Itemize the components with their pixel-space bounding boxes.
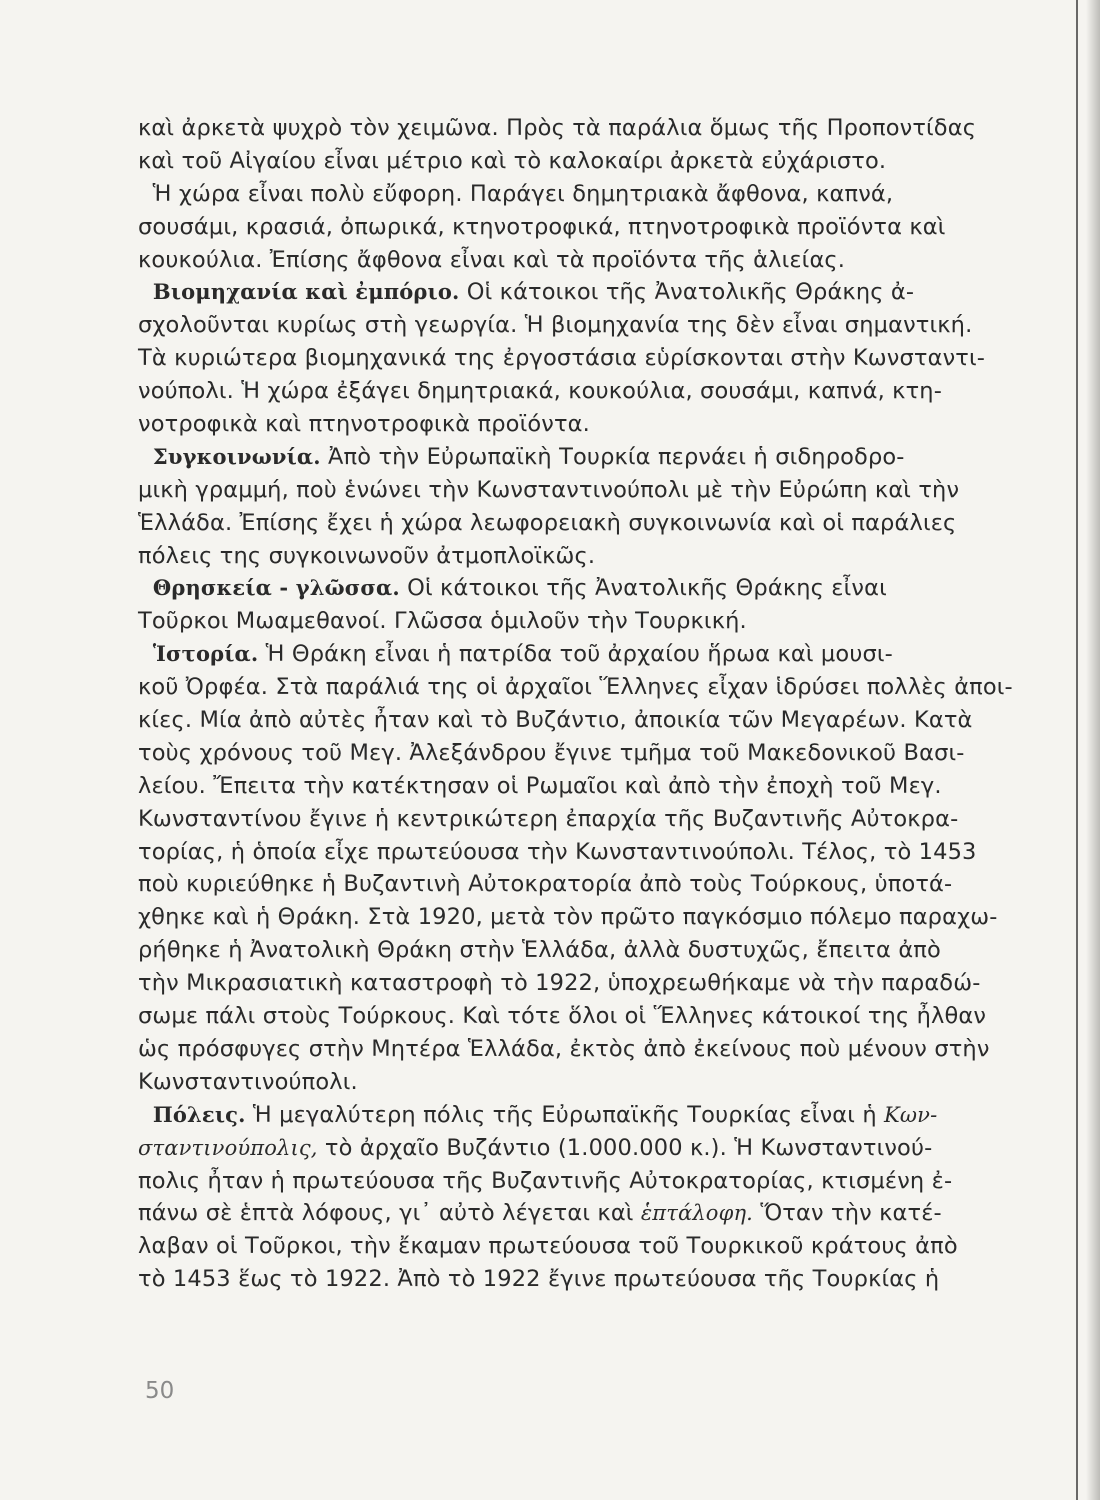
text-line [138, 408, 1038, 441]
text-run: Ἑλλάδα. Ἐπίσης ἔχει ἡ χώρα λεωφορειακὴ συγκοινωνία καὶ οἱ παράλιες [138, 509, 957, 536]
italic-term: ἑπτάλοφη. [640, 1201, 754, 1226]
text-line [138, 836, 1038, 869]
page-edge-line [1076, 0, 1078, 1500]
text-run: Οἱ κάτοικοι τῆς Ἀνατολικῆς Θράκης ἀ- [459, 279, 915, 306]
text-line [138, 112, 1038, 145]
text-line [138, 540, 1038, 573]
text-line [138, 934, 1038, 967]
text-line [138, 737, 1038, 770]
text-run: Ἀπὸ τὴν Εὐρωπαϊκὴ Τουρκία περνάει ἡ σιδηροδρο- [320, 443, 905, 470]
text-run: τορίας, ἡ ὁποία εἶχε πρωτεύουσα τὴν Κωνσταντινούπολι. Τέλος, τὸ 1453 [138, 838, 977, 865]
text-run: τὸ 1453 ἕως τὸ 1922. Ἀπὸ τὸ 1922 ἔγινε πρωτεύουσα τῆς Τουρκίας ἡ [138, 1266, 940, 1293]
text-run: τοὺς χρόνους τοῦ Μεγ. Ἀλεξάνδρου ἔγινε τμῆμα τοῦ Μακεδονικοῦ Βασι- [138, 739, 965, 766]
text-line [138, 1000, 1038, 1033]
text-run: Ὅταν τὴν κατέ- [753, 1200, 942, 1227]
text-line [138, 1132, 1038, 1165]
text-line [138, 375, 1038, 408]
text-line [138, 276, 1038, 309]
italic-term: σταντινούπολις, [138, 1135, 318, 1160]
text-run: πόλεις της συγκοινωνοῦν ἀτμοπλοϊκῶς. [138, 542, 596, 569]
text-line [138, 342, 1038, 375]
section-heading: Ἱστορία. [138, 641, 259, 667]
text-run: χθηκε καὶ ἡ Θράκη. Στὰ 1920, μετὰ τὸν πρῶτο παγκόσμιο πόλεμο παραχω- [138, 904, 998, 931]
text-line [138, 605, 1038, 638]
text-line [138, 1165, 1038, 1198]
text-run: Τοῦρκοι Μωαμεθανοί. Γλῶσσα ὁμιλοῦν τὴν Τουρκική. [138, 608, 747, 635]
text-line [138, 441, 1038, 474]
italic-term: Κων- [884, 1102, 938, 1127]
text-line [138, 1230, 1038, 1263]
text-run: ποὺ κυριεύθηκε ἡ Βυζαντινὴ Αὐτοκρατορία ἀπὸ τοὺς Τούρκους, ὑποτά- [138, 871, 953, 898]
text-run: λαβαν οἱ Τοῦρκοι, τὴν ἔκαμαν πρωτεύουσα τοῦ Τουρκικοῦ κράτους ἀπὸ [138, 1233, 958, 1260]
text-line [138, 1099, 1038, 1132]
text-run: καὶ ἀρκετὰ ψυχρὸ τὸν χειμῶνα. Πρὸς τὰ παράλια ὅμως τῆς Προποντίδας [138, 115, 977, 141]
text-line [138, 638, 1038, 671]
text-run: Ἡ Θράκη εἶναι ἡ πατρίδα τοῦ ἀρχαίου ἥρωα καὶ μουσι- [258, 641, 893, 668]
text-run: πολις ἦταν ἡ πρωτεύουσα τῆς Βυζαντινῆς Αὐτοκρατορίας, κτισμένη ἐ- [138, 1167, 953, 1194]
text-run: λείου. Ἔπειτα τὴν κατέκτησαν οἱ Ρωμαῖοι καὶ ἀπὸ τὴν ἐποχὴ τοῦ Μεγ. [138, 772, 942, 799]
text-run: κίες. Μία ἀπὸ αὐτὲς ἦταν καὶ τὸ Βυζάντιο, ἀποικία τῶν Μεγαρέων. Κατὰ [138, 707, 973, 734]
text-run: Οἱ κάτοικοι τῆς Ἀνατολικῆς Θράκης εἶναι [399, 575, 887, 602]
text-run: μικὴ γραμμή, ποὺ ἑνώνει τὴν Κωνσταντινούπολι μὲ τὴν Εὐρώπη καὶ τὴν [138, 476, 960, 503]
text-run: Ἡ μεγαλύτερη πόλις τῆς Εὐρωπαϊκῆς Τουρκίας εἶναι ἡ [245, 1101, 885, 1128]
text-line [138, 1066, 1038, 1099]
text-run: καὶ τοῦ Αἰγαίου εἶναι μέτριο καὶ τὸ καλοκαίρι ἀρκετὰ εὐχάριστο. [138, 147, 887, 174]
text-run: Κωνσταντίνου ἔγινε ἡ κεντρικώτερη ἐπαρχία τῆς Βυζαντινῆς Αὐτοκρα- [138, 805, 959, 832]
text-run: σχολοῦνται κυρίως στὴ γεωργία. Ἡ βιομηχανία της δὲν εἶναι σημαντική. [138, 312, 973, 339]
text-run: ρήθηκε ἡ Ἀνατολικὴ Θράκη στὴν Ἑλλάδα, ἀλλὰ δυστυχῶς, ἔπειτα ἀπὸ [138, 937, 941, 964]
page-number: 50 [145, 1378, 175, 1404]
text-run: Τὰ κυριώτερα βιομηχανικά της ἐργοστάσια εὑρίσκονται στὴν Κωνσταντι- [138, 345, 986, 372]
text-line [138, 967, 1038, 1000]
text-run: κουκούλια. Ἐπίσης ἄφθονα εἶναι καὶ τὰ προϊόντα τῆς ἁλιείας. [138, 246, 846, 273]
text-line [138, 671, 1038, 704]
text-run: σωμε πάλι στοὺς Τούρκους. Καὶ τότε ὅλοι οἱ Ἕλληνες κάτοικοί της ἦλθαν [138, 1003, 987, 1030]
text-line [138, 868, 1038, 901]
text-run: πάνω σὲ ἑπτὰ λόφους, γι᾽ αὐτὸ λέγεται καὶ [138, 1200, 641, 1227]
text-run: Ἡ χώρα εἶναι πολὺ εὔφορη. Παράγει δημητριακὰ ἄφθονα, καπνά, [138, 180, 894, 207]
text-run: κοῦ Ὀρφέα. Στὰ παράλιά της οἱ ἀρχαῖοι Ἕλληνες εἶχαν ἱδρύσει πολλὲς ἀποι- [138, 674, 1013, 701]
text-line [138, 770, 1038, 803]
text-run: τὸ ἀρχαῖο Βυζάντιο (1.000.000 κ.). Ἡ Κωνσταντινού- [317, 1134, 933, 1161]
text-run: νούπολι. Ἡ χώρα ἐξάγει δημητριακά, κουκούλια, σουσάμι, καπνά, κτη- [138, 378, 942, 405]
text-run: νοτροφικὰ καὶ πτηνοτροφικὰ προϊόντα. [138, 411, 590, 438]
text-line [138, 507, 1038, 540]
text-line [138, 1033, 1038, 1066]
text-line [138, 901, 1038, 934]
text-line [138, 309, 1038, 342]
text-run: τὴν Μικρασιατικὴ καταστροφὴ τὸ 1922, ὑποχρεωθήκαμε νὰ τὴν παραδώ- [138, 970, 981, 997]
text-line [138, 211, 1038, 244]
binding-shadow [1086, 0, 1100, 1500]
text-line [138, 704, 1038, 737]
text-line [138, 145, 1038, 178]
section-heading: Θρησκεία - γλῶσσα. [138, 575, 400, 601]
text-line [138, 1197, 1038, 1230]
text-line [138, 1263, 1038, 1296]
text-line [138, 803, 1038, 836]
page-body-text [138, 112, 1038, 1296]
text-line [138, 474, 1038, 507]
section-heading: Συγκοινωνία. [138, 443, 321, 469]
text-line [138, 178, 1038, 211]
text-run: ὡς πρόσφυγες στὴν Μητέρα Ἑλλάδα, ἐκτὸς ἀπὸ ἐκείνους ποὺ μένουν στὴν [138, 1035, 990, 1062]
text-run: σουσάμι, κρασιά, ὀπωρικά, κτηνοτροφικά, πτηνοτροφικὰ προϊόντα καὶ [138, 213, 946, 240]
text-line [138, 572, 1038, 605]
text-run: Κωνσταντινούπολι. [138, 1068, 358, 1095]
section-heading: Πόλεις. [138, 1101, 246, 1127]
text-line [138, 244, 1038, 277]
section-heading: Βιομηχανία καὶ ἐμπόριο. [138, 279, 460, 305]
